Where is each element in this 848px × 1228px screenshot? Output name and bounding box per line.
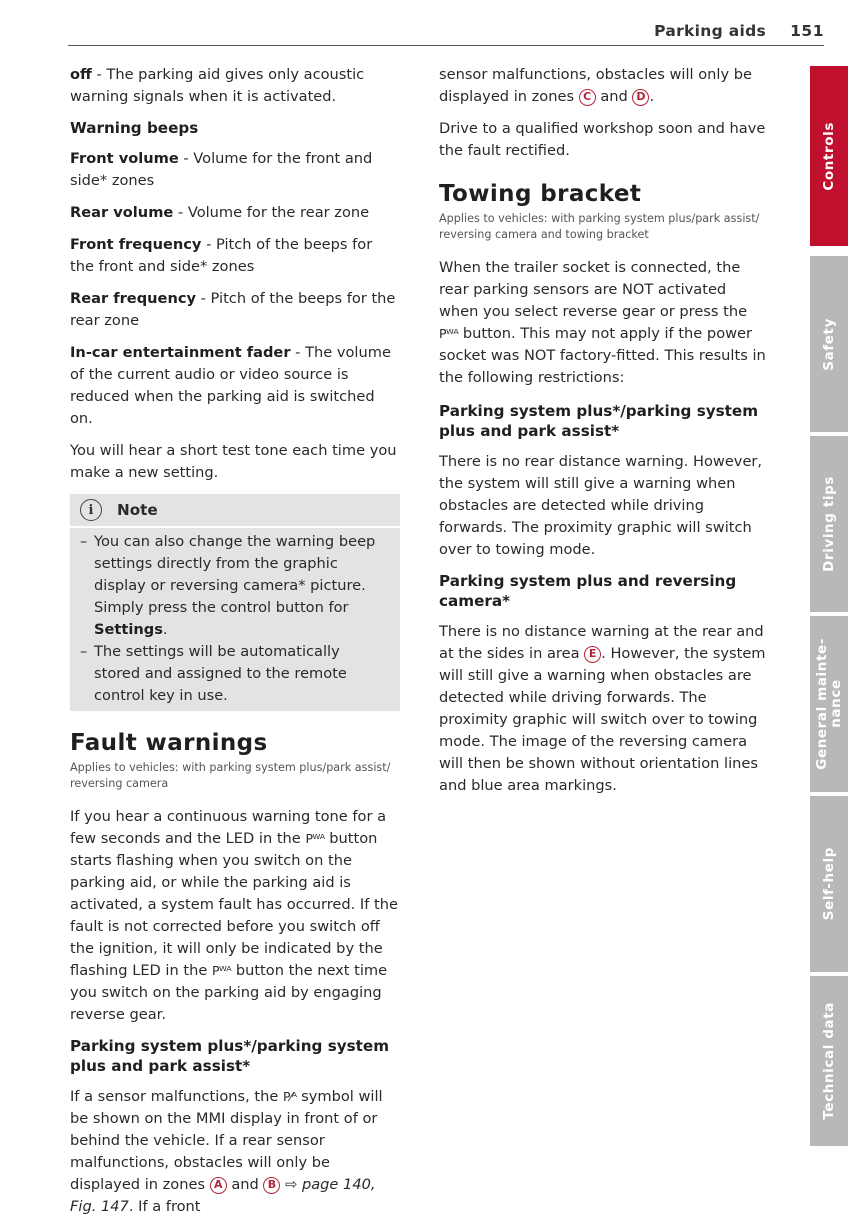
front-frequency-paragraph: Front frequency - Pitch of the beeps for the front and side* zones: [70, 236, 373, 275]
tab-self-help[interactable]: Self-help: [810, 796, 848, 972]
tab-general-maintenance[interactable]: General mainte- nance: [810, 616, 848, 792]
zone-a-marker: A: [210, 1177, 227, 1194]
tab-technical-data[interactable]: Technical data: [810, 976, 848, 1146]
rear-volume-paragraph: Rear volume - Volume for the rear zone: [70, 204, 370, 221]
sub-heading-plus-assist: Parking system plus*/parking system plus and park assist*: [439, 402, 759, 440]
towing-bracket-heading: Towing bracket: [439, 181, 642, 207]
fault-warnings-heading: Fault warnings: [70, 730, 268, 756]
section-title: Parking aids: [654, 22, 766, 40]
off-term: off: [70, 66, 92, 83]
rear-warning-paragraph: There is no rear distance warning. However, the system will still give a warning when obstacles are detected while driving forwards. The proximity graphic will switch over to towing mode.: [439, 453, 763, 558]
zone-e-marker: E: [584, 646, 601, 663]
note-box: [70, 494, 400, 711]
zone-b-marker: B: [263, 1177, 280, 1194]
off-paragraph: off - The parking aid gives only acoustic warning signals when it is activated.: [70, 66, 365, 105]
towing-applies-note: Applies to vehicles: with parking system plus/park assist/ reversing camera and towing bracket: [439, 212, 760, 241]
parking-aid-button-icon: Pᵂᴬ: [439, 326, 459, 341]
info-icon: i: [80, 499, 102, 521]
zone-d-marker: D: [632, 89, 649, 106]
tab-driving-tips[interactable]: Driving tips: [810, 436, 848, 612]
rear-frequency-paragraph: Rear frequency - Pitch of the beeps for the rear zone: [70, 290, 396, 329]
page-reference[interactable]: page 140, Fig. 147: [70, 1176, 376, 1215]
tab-controls[interactable]: Controls: [810, 66, 848, 246]
continued-paragraph: sensor malfunctions, obstacles will only be displayed in zones C and D .: [439, 66, 752, 105]
front-volume-paragraph: Front volume - Volume for the front and side* zones: [70, 150, 373, 189]
parking-aid-button-icon: Pᵂᴬ: [211, 963, 232, 978]
test-tone-paragraph: You will hear a short test tone each time you make a new setting.: [70, 442, 397, 481]
parking-aid-button-icon: Pᵂᴬ: [305, 831, 325, 846]
chapter-tabs: [810, 66, 848, 1146]
towing-paragraph: When the trailer socket is connected, the rear parking sensors are NOT activated when you select reverse gear or press the Pᵂᴬ button. This may not apply if the power socket was NOT factory-fitted. This results in the following restrictions:: [439, 259, 766, 386]
fault-paragraph: If you hear a continuous warning tone for a few seconds and the LED in the Pᵂᴬ button starts flashing when you switch on the parking aid, or while the parking aid is activated, a system fault has occurred. If the fault is not corrected before you switch off the ignition, it will only be indicated by the flashing LED in the Pᵂᴬ button the next time you switch on the parking aid by engaging reverse gear.: [70, 808, 398, 1023]
page-header: [68, 20, 824, 46]
zone-c-marker: C: [579, 89, 596, 106]
note-item: – The settings will be automatically stored and assigned to the remote control key in use.: [80, 643, 347, 704]
note-header: [70, 494, 400, 528]
note-item: – You can also change the warning beep settings directly from the graphic display or reversing camera* picture. Simply press the control button for Settings.: [80, 533, 376, 638]
sub-heading-reversing-camera: Parking system plus and reversing camera*: [439, 572, 737, 610]
sub-heading-plus-assist: Parking system plus*/parking system plus and park assist*: [70, 1037, 390, 1075]
left-column: [70, 64, 400, 1228]
reversing-camera-paragraph: There is no distance warning at the rear and at the sides in area E . However, the system will still give a warning when obstacles are detected while driving forwards. The proximity graphic will switch over to towing mode. The image of the reversing camera will then be shown without orientation lines and blue area markings.: [439, 623, 766, 794]
arrow-icon: ⇨: [280, 1176, 302, 1193]
fader-paragraph: In-car entertainment fader - The volume of the current audio or video source is reduced when the parking aid is switched on.: [70, 344, 391, 427]
warning-beeps-heading: Warning beeps: [70, 119, 199, 137]
workshop-paragraph: Drive to a qualified workshop soon and have the fault rectified.: [439, 120, 766, 159]
tab-safety[interactable]: Safety: [810, 256, 848, 432]
note-title: Note: [117, 501, 158, 519]
sensor-malfunction-paragraph: If a sensor malfunctions, the P⁄ᴬ symbol will be shown on the MMI display in front of or behind the vehicle. If a rear sensor malfunctions, obstacles will only be displayed in zones A and B ⇨ page 140, Fig. 147. If a front: [70, 1088, 383, 1215]
note-body: [70, 528, 400, 711]
page-number: 151: [790, 22, 824, 40]
right-column: [439, 64, 769, 807]
parking-aid-crossed-icon: P⁄ᴬ: [282, 1089, 297, 1104]
fault-applies-note: Applies to vehicles: with parking system plus/park assist/ reversing camera: [70, 761, 391, 790]
